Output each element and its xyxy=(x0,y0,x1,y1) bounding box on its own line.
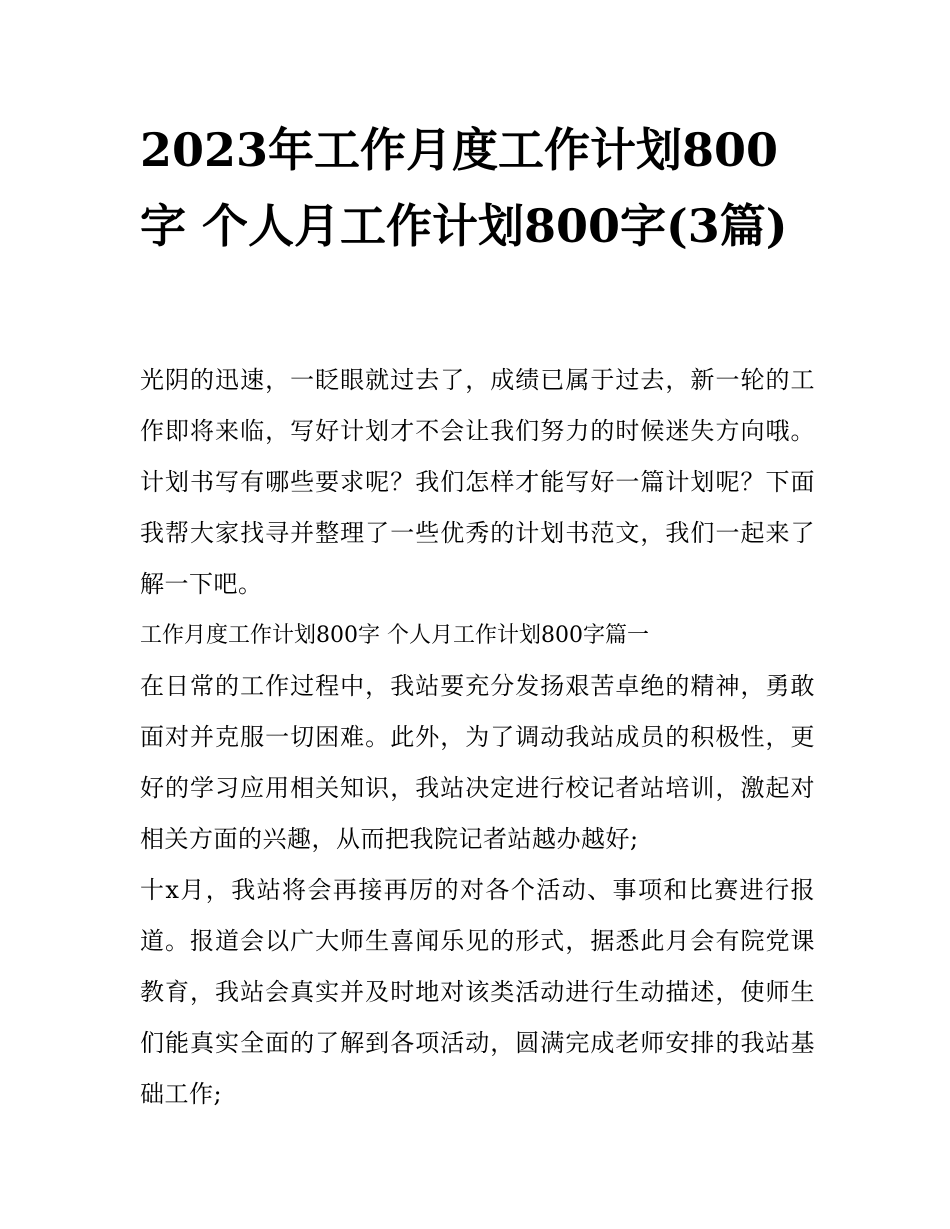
section-heading: 工作月度工作计划800字 个人月工作计划800字篇一 xyxy=(140,623,649,648)
intro-paragraph: 光阴的迅速，一眨眼就过去了，成绩已属于过去，新一轮的工作即将来临，写好计划才不会让我们努力的时候迷失方向哦。计划书写有哪些要求呢？我们怎样才能写好一篇计划呢？下面我帮大家找寻并整理了一些优秀的计划书范文，我们一起来了解一下吧。 xyxy=(140,366,815,598)
document-title: 2023年工作月度工作计划800字 个人月工作计划800字(3篇) xyxy=(140,123,788,253)
document-body xyxy=(140,355,815,1120)
body-paragraph-1: 在日常的工作过程中，我站要充分发扬艰苦卓绝的精神，勇敢面对并克服一切困难。此外，为了调动我站成员的积极性，更好的学习应用相关知识，我站决定进行校记者站培训，激起对相关方面的兴趣，从而把我院记者站越办越好; xyxy=(140,672,815,853)
body-paragraph-2: 十x月，我站将会再接再厉的对各个活动、事项和比赛进行报道。报道会以广大师生喜闻乐见的形式，据悉此月会有院党课教育，我站会真实并及时地对该类活动进行生动描述，使师生们能真实全面的了解到各项活动，圆满完成老师安排的我站基础工作; xyxy=(140,876,815,1108)
